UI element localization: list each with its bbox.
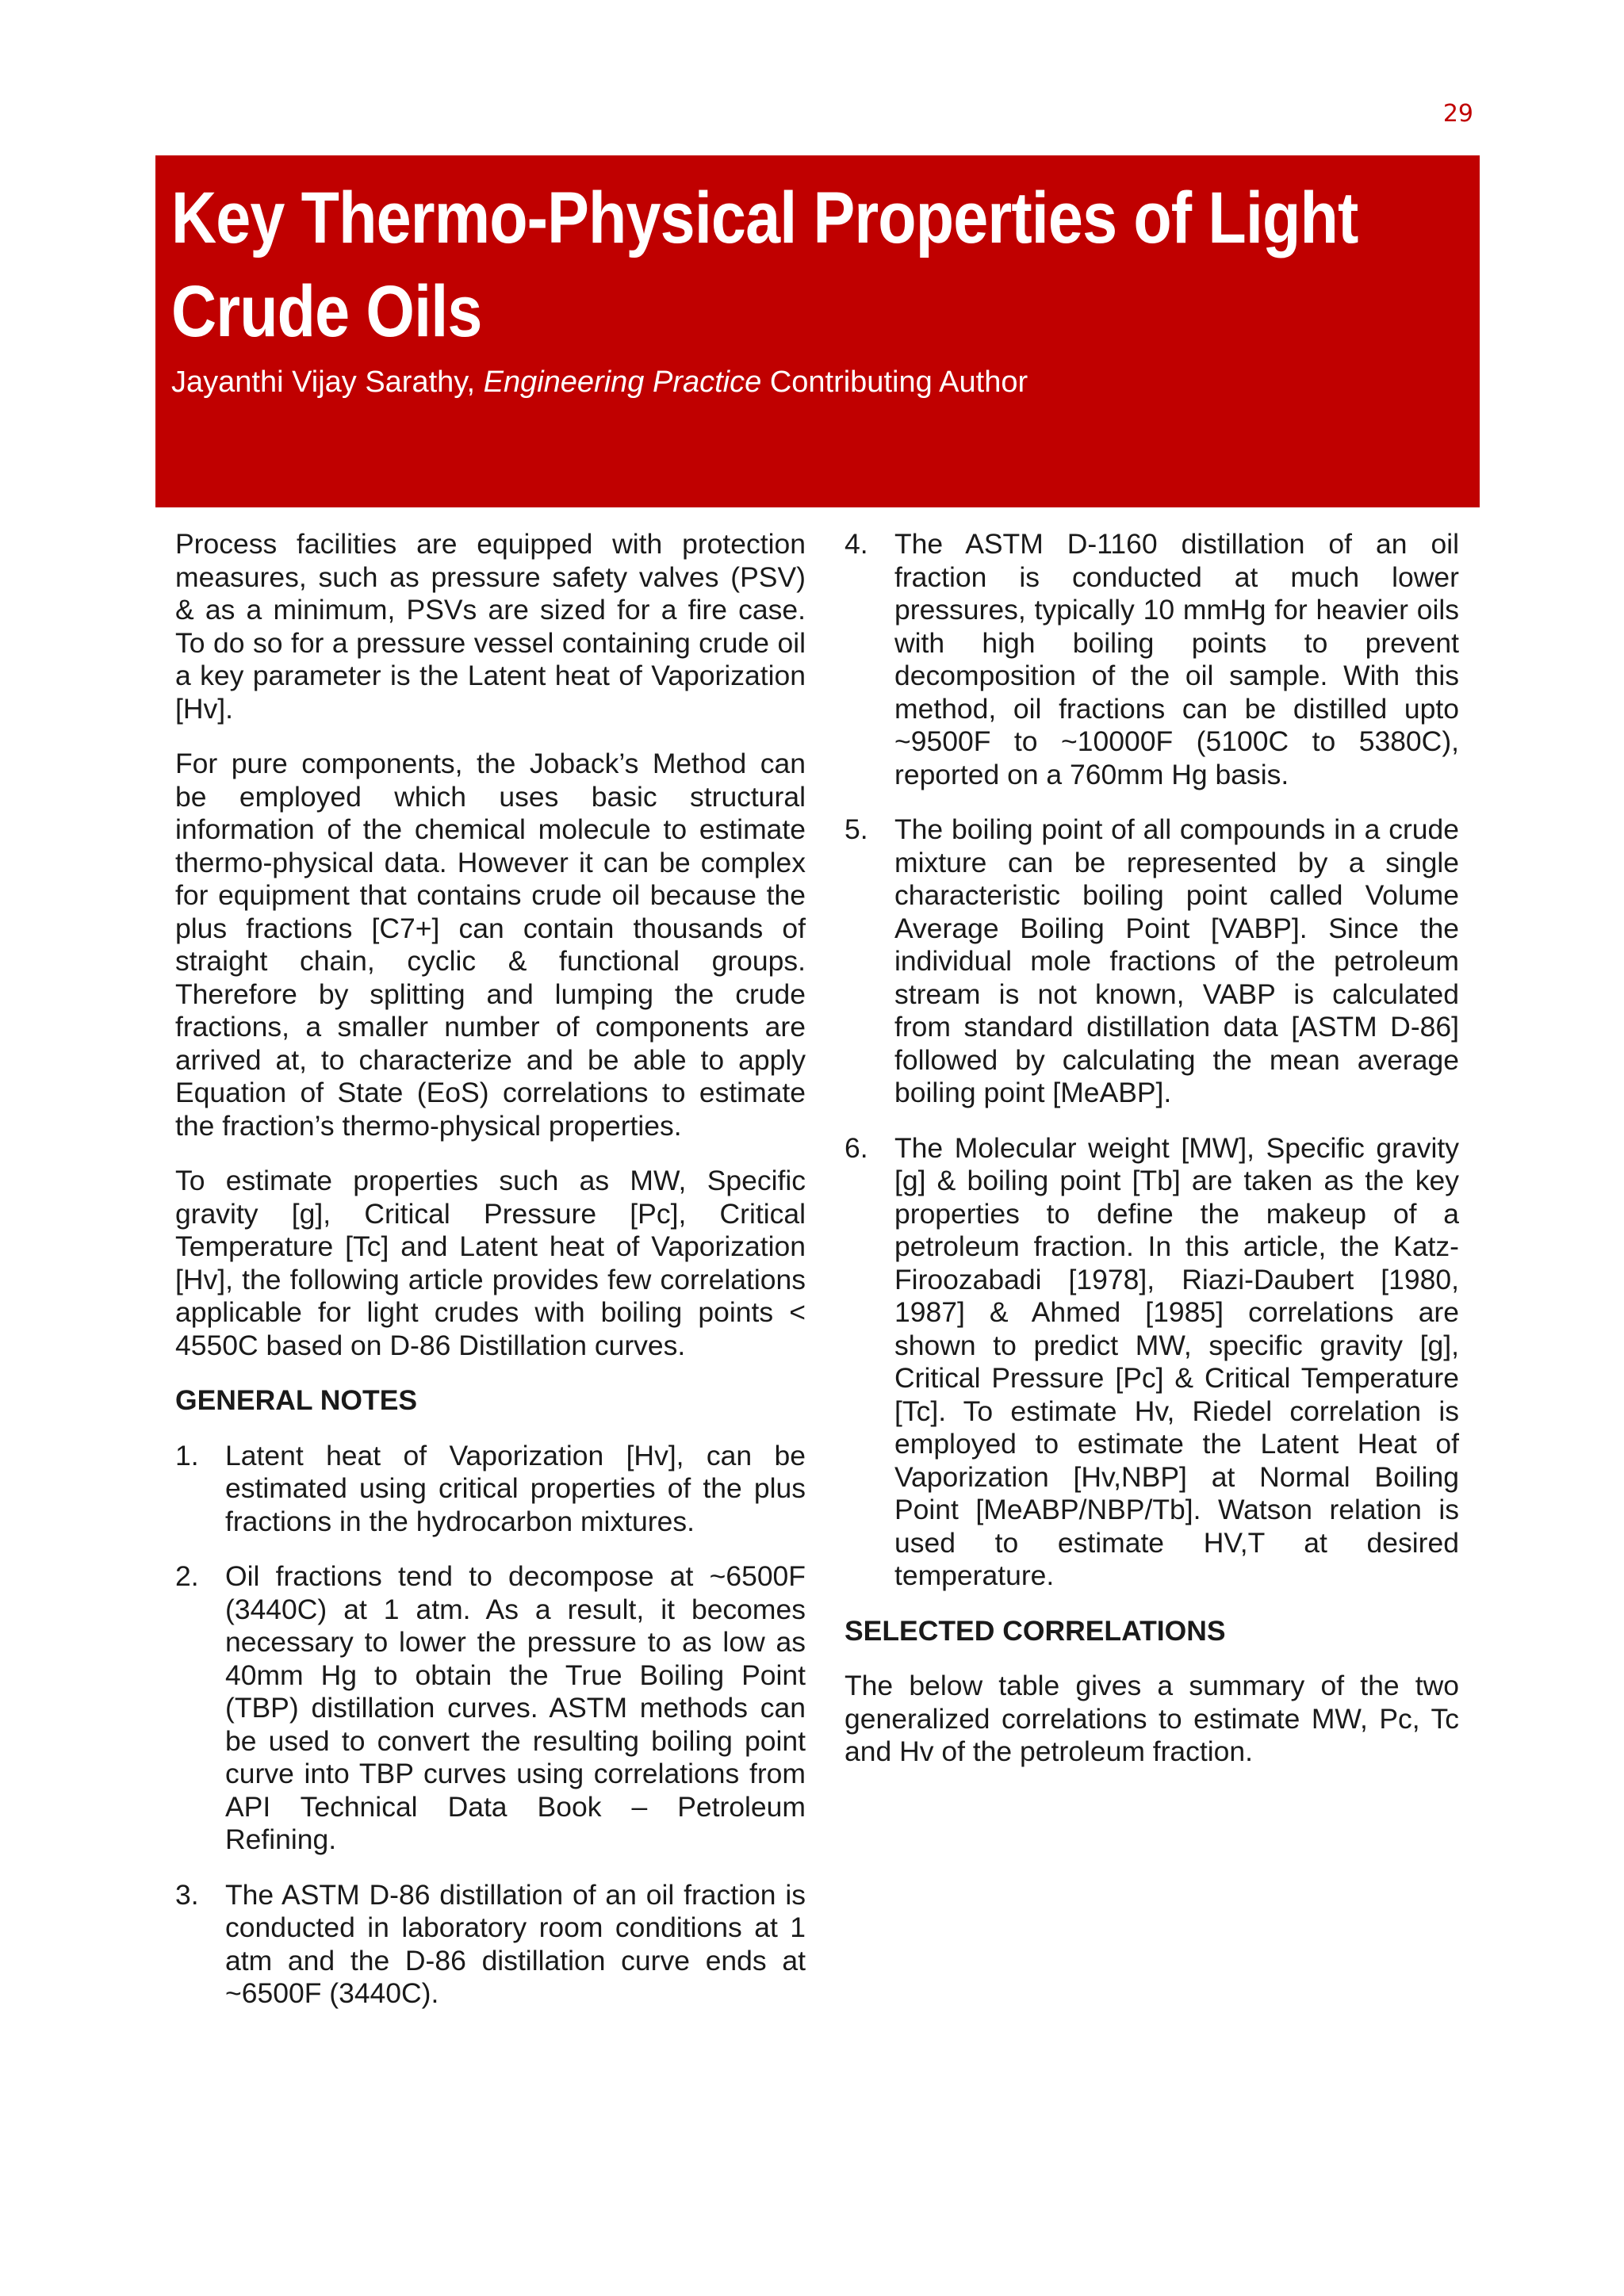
item-number: 2.: [175, 1560, 199, 1592]
general-notes-list: [175, 1440, 806, 2011]
scope-paragraph: To estimate properties such as MW, Specific gravity [g], Critical Pressure [Pc], Critical Temperature [Tc] and Latent heat of Vaporization [Hv], the following article provides few correlations applicable for light crudes with boiling points < 4550C based on D-86 Distillation curves.: [175, 1165, 806, 1361]
item-text: Latent heat of Vaporization [Hv], can be estimated using critical properties of the plus fractions in the hydrocarbon mixtures.: [225, 1439, 806, 1537]
item-number: 4.: [845, 528, 868, 560]
item-text: The ASTM D-86 distillation of an oil fraction is conducted in laboratory room conditions at 1 atm and the D-86 distillation curve ends at ~6500F (3440C).: [225, 1878, 806, 2009]
item-text: The boiling point of all compounds in a crude mixture can be represented by a single characteristic boiling point called Volume Average Boiling Point [VABP]. Since the individual mole fractions of the petroleum stream is not known, VABP is calculated from standard distillation data [ASTM D-86] followed by calculating the mean average boiling point [MeABP].: [894, 813, 1459, 1108]
item-number: 5.: [845, 813, 868, 845]
item-number: 3.: [175, 1878, 199, 1911]
page-number: 29: [1442, 100, 1473, 128]
list-item: [175, 1879, 806, 2011]
selected-correlations-heading: SELECTED CORRELATIONS: [845, 1614, 1226, 1647]
list-item: [175, 1440, 806, 1539]
item-text: The Molecular weight [MW], Specific gravity [g] & boiling point [Tb] are taken as the key properties to define the makeup of a petroleum fraction. In this article, the Katz-Firoozabadi [1978], Riazi-Daubert [1980, 1987] & Ahmed [1985] correlations are shown to predict MW, specific gravity [g], Critical Pressure [Pc] & Critical Temperature [Tc]. To estimate Hv, Riedel correlation is employed to estimate the Latent Heat of Vaporization [Hv,NBP] at Normal Boiling Point [MeABP/NBP/Tb]. Watson relation is used to estimate HV,T at desired temperature.: [894, 1131, 1459, 1591]
correlations-paragraph: The below table gives a summary of the two generalized correlations to estimate MW, Pc, Tc and Hv of the petroleum fraction.: [845, 1670, 1459, 1767]
publication-name: Engineering Practice: [483, 365, 762, 399]
author-name: Jayanthi Vijay Sarathy,: [171, 365, 476, 399]
author-role: Contributing Author: [769, 365, 1028, 399]
intro-paragraph: Process facilities are equipped with protection measures, such as pressure safety valves (PSV) & as a minimum, PSVs are sized for a fire case. To do so for a pressure vessel containing crude oil a key parameter is the Latent heat of Vaporization [Hv].: [175, 528, 806, 725]
list-item: [845, 1132, 1459, 1593]
general-notes-heading: GENERAL NOTES: [175, 1384, 418, 1416]
article-title: Key Thermo-Physical Properties of Light Crude Oils: [171, 178, 1358, 352]
joback-paragraph: For pure components, the Joback’s Method can be employed which uses basic structural information of the chemical molecule to estimate thermo-physical data. However it can be complex for equipment that contains crude oil because the plus fractions [C7+] can contain thousands of straight chain, cyclic & functional groups. Therefore by splitting and lumping the crude fractions, a smaller number of components are arrived at, to characterize and be able to apply Equation of State (EoS) correlations to estimate the fraction’s thermo-physical properties.: [175, 748, 806, 1142]
item-text: Oil fractions tend to decompose at ~6500F (3440C) at 1 atm. As a result, it becomes necessary to lower the pressure to as low as 40mm Hg to obtain the True Boiling Point (TBP) distillation curves. ASTM methods can be used to convert the resulting boiling point curve into TBP curves using correlations from API Technical Data Book – Petroleum Refining.: [225, 1560, 806, 1855]
title-banner: [155, 155, 1480, 507]
item-text: The ASTM D-1160 distillation of an oil fraction is conducted at much lower pressures, typically 10 mmHg for heavier oils with high boiling points to prevent decomposition of the oil sample. With this method, oil fractions can be distilled upto ~9500F to ~10000F (5100C to 5380C), reported on a 760mm Hg basis.: [894, 528, 1459, 790]
list-item: [845, 528, 1459, 791]
item-number: 1.: [175, 1439, 199, 1471]
left-column: [175, 528, 806, 2033]
list-item: [175, 1560, 806, 1857]
general-notes-list-continued: [845, 528, 1459, 1593]
byline: [171, 363, 1464, 401]
right-column: [845, 528, 1459, 1791]
list-item: [845, 813, 1459, 1110]
item-number: 6.: [845, 1131, 868, 1164]
